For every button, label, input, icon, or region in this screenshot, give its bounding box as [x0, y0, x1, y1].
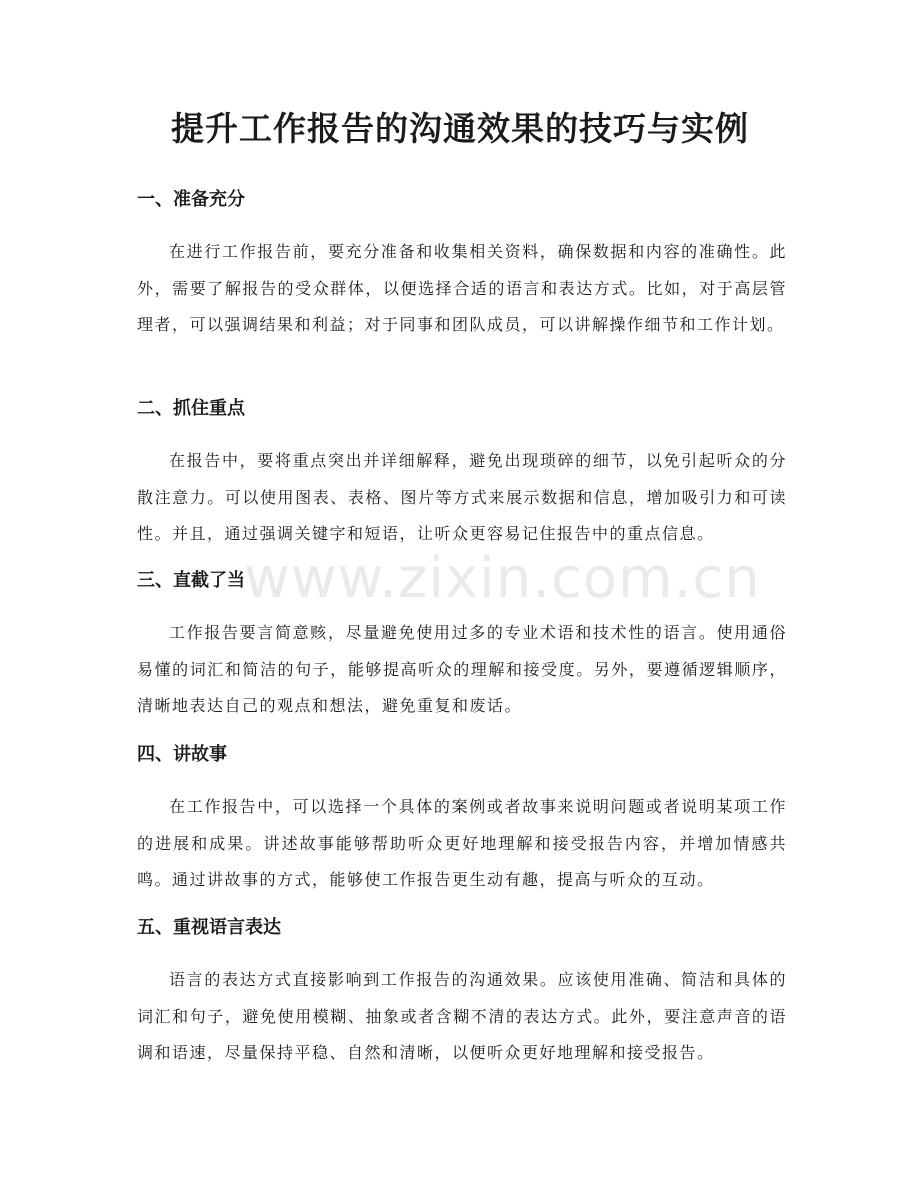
section-language — [137, 914, 787, 1072]
section-heading: 五、重视语言表达 — [137, 917, 281, 938]
section-prepare — [137, 186, 787, 344]
section-paragraph: 在报告中，要将重点突出并详细解释，避免出现琐碎的细节，以免引起听众的分散注意力。可以使用图表、表格、图片等方式来展示数据和信息，增加吸引力和可读性。并且，通过强调关键字和短语，让听众更容易记住报告中的重点信息。 — [137, 451, 787, 543]
section-paragraph: 在进行工作报告前，要充分准备和收集相关资料，确保数据和内容的准确性。此外，需要了解报告的受众群体，以便选择合适的语言和表达方式。比如，对于高层管理者，可以强调结果和利益；对于同事和团队成员，可以讲解操作细节和工作计划。 — [137, 242, 787, 334]
section-heading: 一、准备充分 — [137, 189, 245, 210]
watermark: www.zixin.com.cn — [244, 546, 761, 611]
section-paragraph: 工作报告要言简意赅，尽量避免使用过多的专业术语和技术性的语言。使用通俗易懂的词汇和简洁的句子，能够提高听众的理解和接受度。另外，要遵循逻辑顺序，清晰地表达自己的观点和想法，避免重复和废话。 — [137, 623, 787, 715]
section-storytelling — [137, 741, 787, 899]
section-paragraph: 语言的表达方式直接影响到工作报告的沟通效果。应该使用准确、简洁和具体的词汇和句子，避免使用模糊、抽象或者含糊不清的表达方式。此外，要注意声音的语调和语速，尽量保持平稳、自然和清晰，以便听众更好地理解和接受报告。 — [137, 970, 787, 1062]
section-paragraph: 在工作报告中，可以选择一个具体的案例或者故事来说明问题或者说明某项工作的进展和成果。讲述故事能够帮助听众更好地理解和接受报告内容，并增加情感共鸣。通过讲故事的方式，能够使工作报告更生动有趣，提高与听众的互动。 — [137, 797, 787, 889]
section-heading: 四、讲故事 — [137, 744, 227, 765]
section-heading: 三、直截了当 — [137, 570, 245, 591]
section-focus — [137, 395, 787, 553]
section-heading: 二、抓住重点 — [137, 398, 245, 419]
document-title: 提升工作报告的沟通效果的技巧与实例 — [171, 109, 749, 148]
